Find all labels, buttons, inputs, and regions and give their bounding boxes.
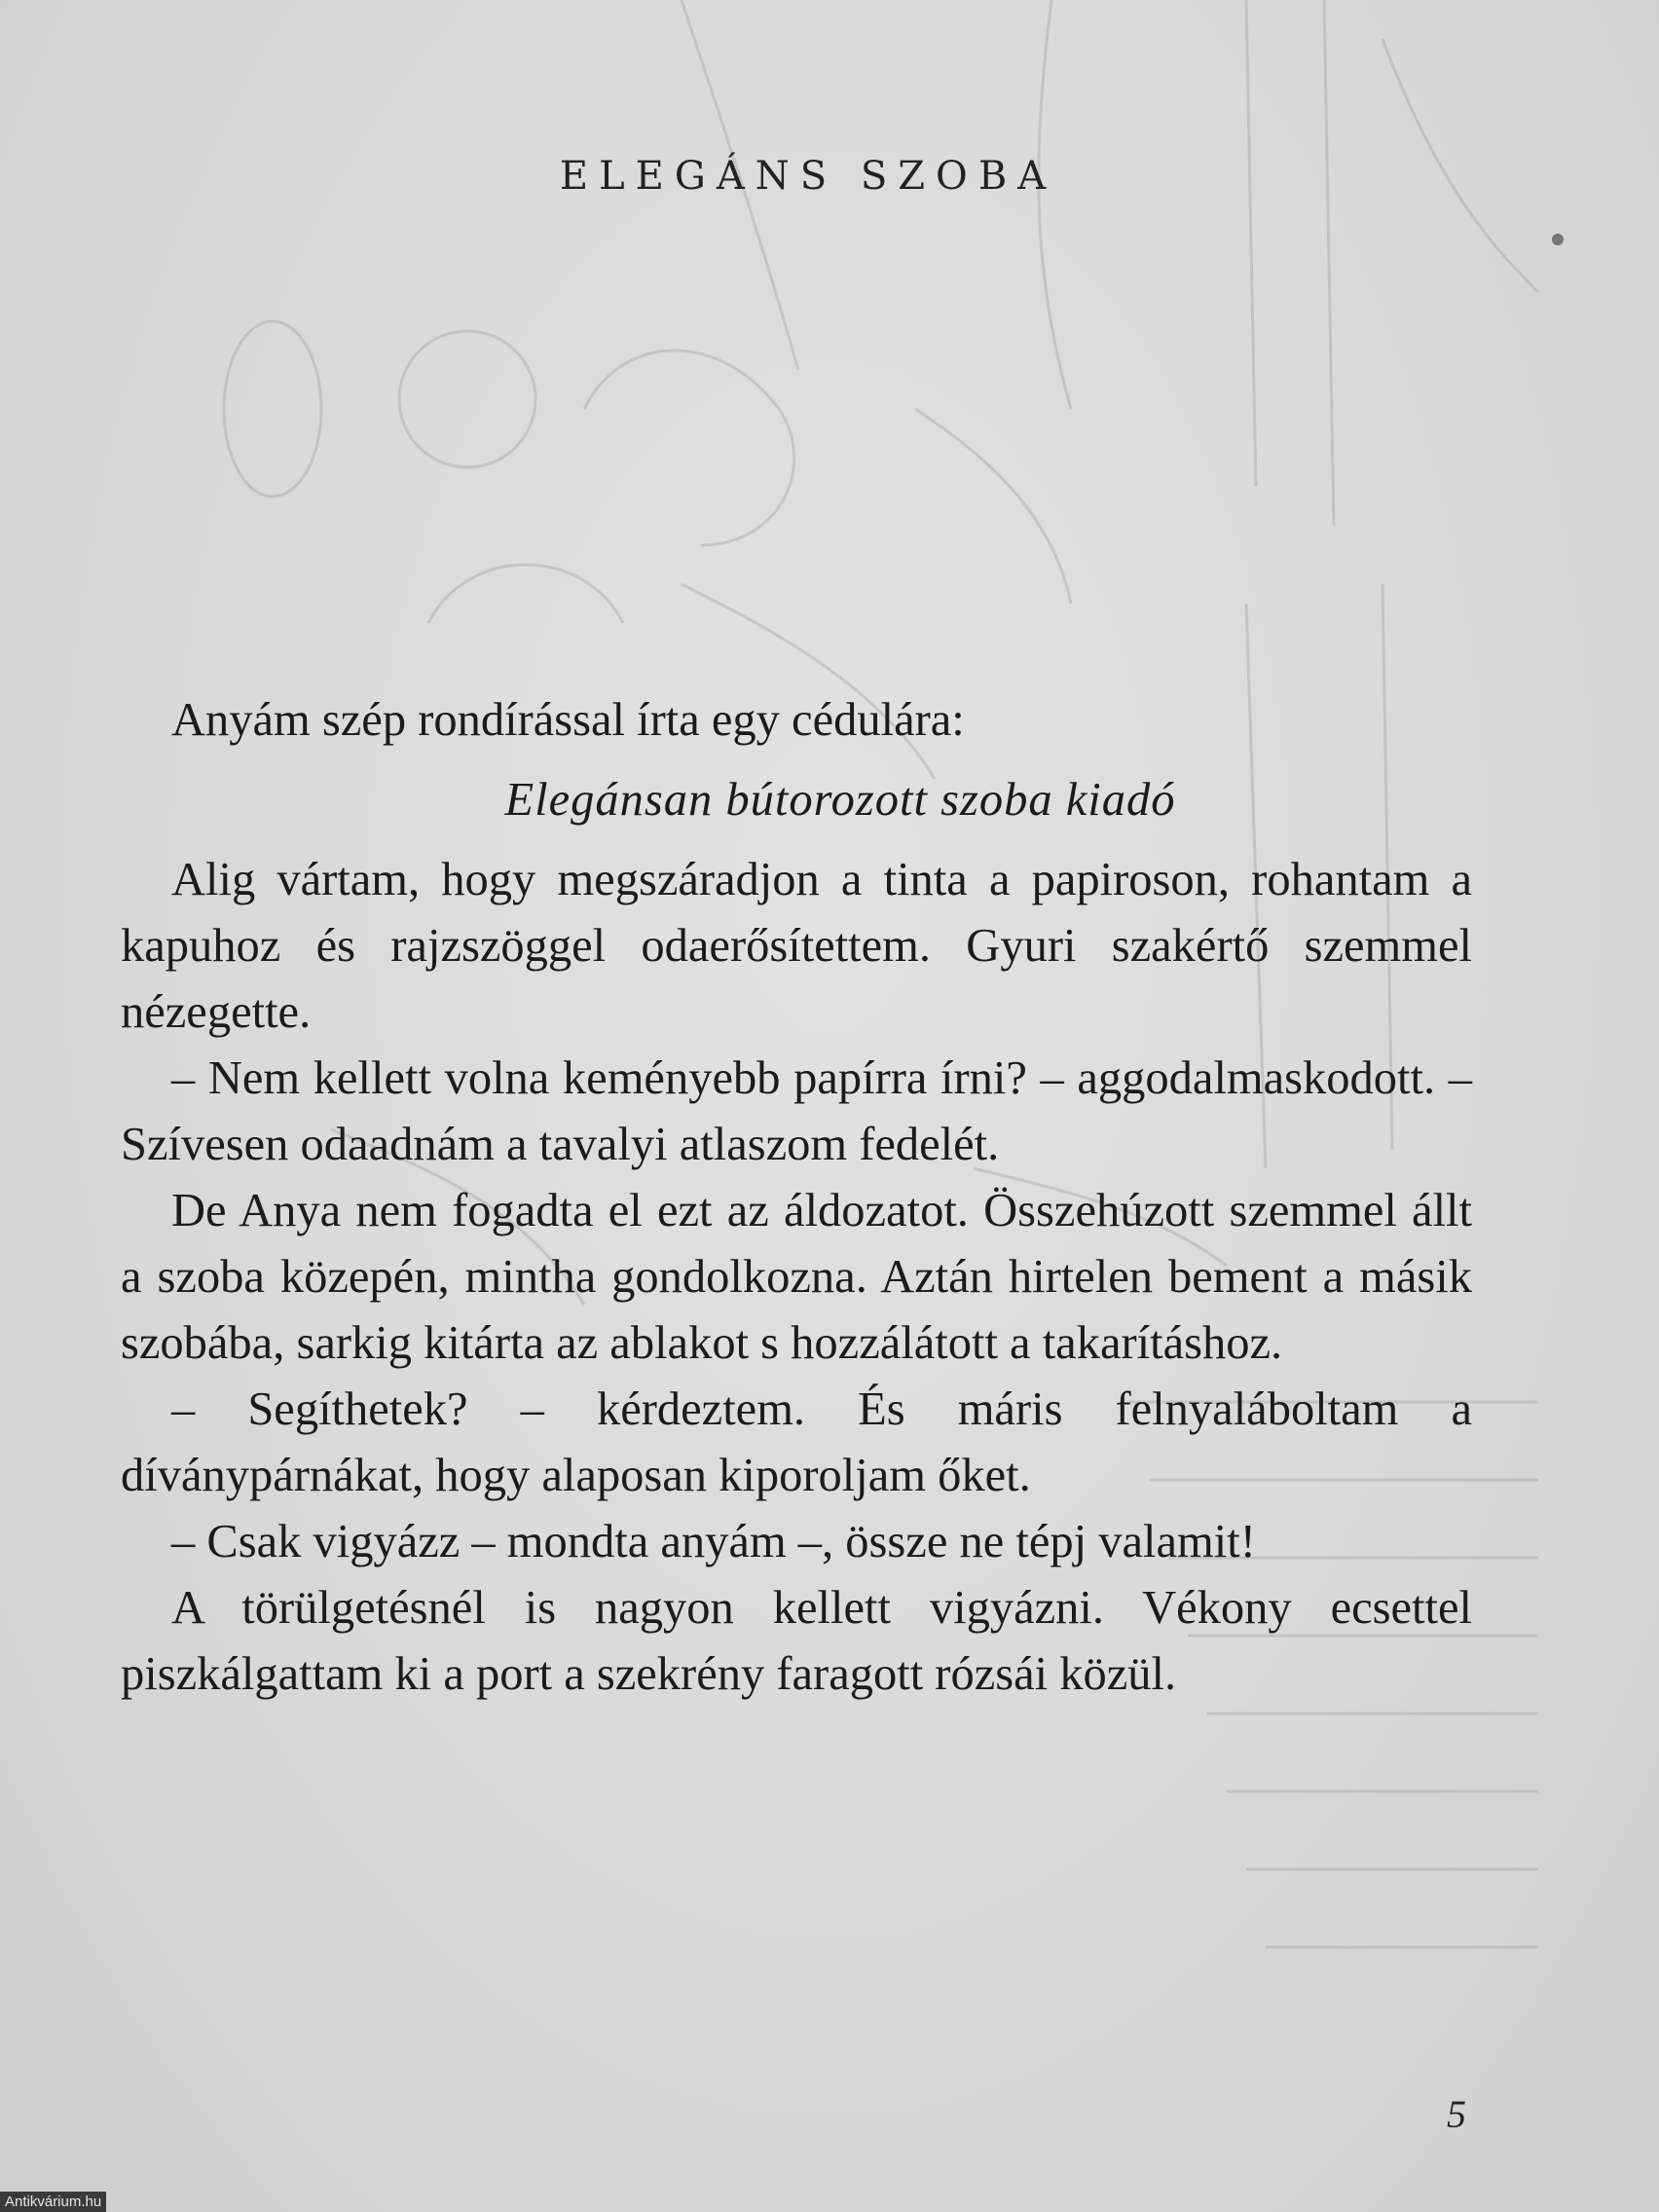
paragraph: – Csak vigyázz – mondta anyám –, össze ne tépj valamit! <box>171 1516 1256 1567</box>
paragraph: De Anya nem fogadta el ezt az áldozatot. Összehúzott szemmel állt a szoba közepén, mintha gondolkozna. Aztán hirtelen bement a másik szobába, sarkig kitárta az ablakot s hozzálátott a takarításhoz. <box>121 1185 1472 1369</box>
watermark: Antikvárium.hu <box>0 2192 106 2212</box>
ink-speck <box>1552 234 1564 245</box>
notice-text: Elegánsan bútorozott szoba kiadó <box>504 774 1176 826</box>
body-text <box>121 687 1472 1708</box>
paragraph: A törülgetésnél is nagyon kellett vigyázni. Vékony ecsettel piszkálgattam ki a port a szekrény faragott rózsái közül. <box>121 1582 1472 1700</box>
page-number: 5 <box>1447 2092 1466 2136</box>
chapter-title: ELEGÁNS SZOBA <box>559 154 1057 199</box>
paragraph: – Nem kellett volna keményebb papírra írni? – aggodalmaskodott. – Szívesen odaadnám a tavalyi atlaszom fedelét. <box>121 1052 1472 1170</box>
paragraph: Alig vártam, hogy megszáradjon a tinta a papiroson, rohantam a kapuhoz és rajzszöggel odaerősítettem. Gyuri szakértő szemmel nézegette. <box>121 854 1472 1038</box>
paragraph: Anyám szép rondírással írta egy cédulára: <box>171 694 965 746</box>
paragraph: – Segíthetek? – kérdeztem. És máris felnyaláboltam a díványpárnákat, hogy alaposan kiporoljam őket. <box>121 1383 1472 1501</box>
